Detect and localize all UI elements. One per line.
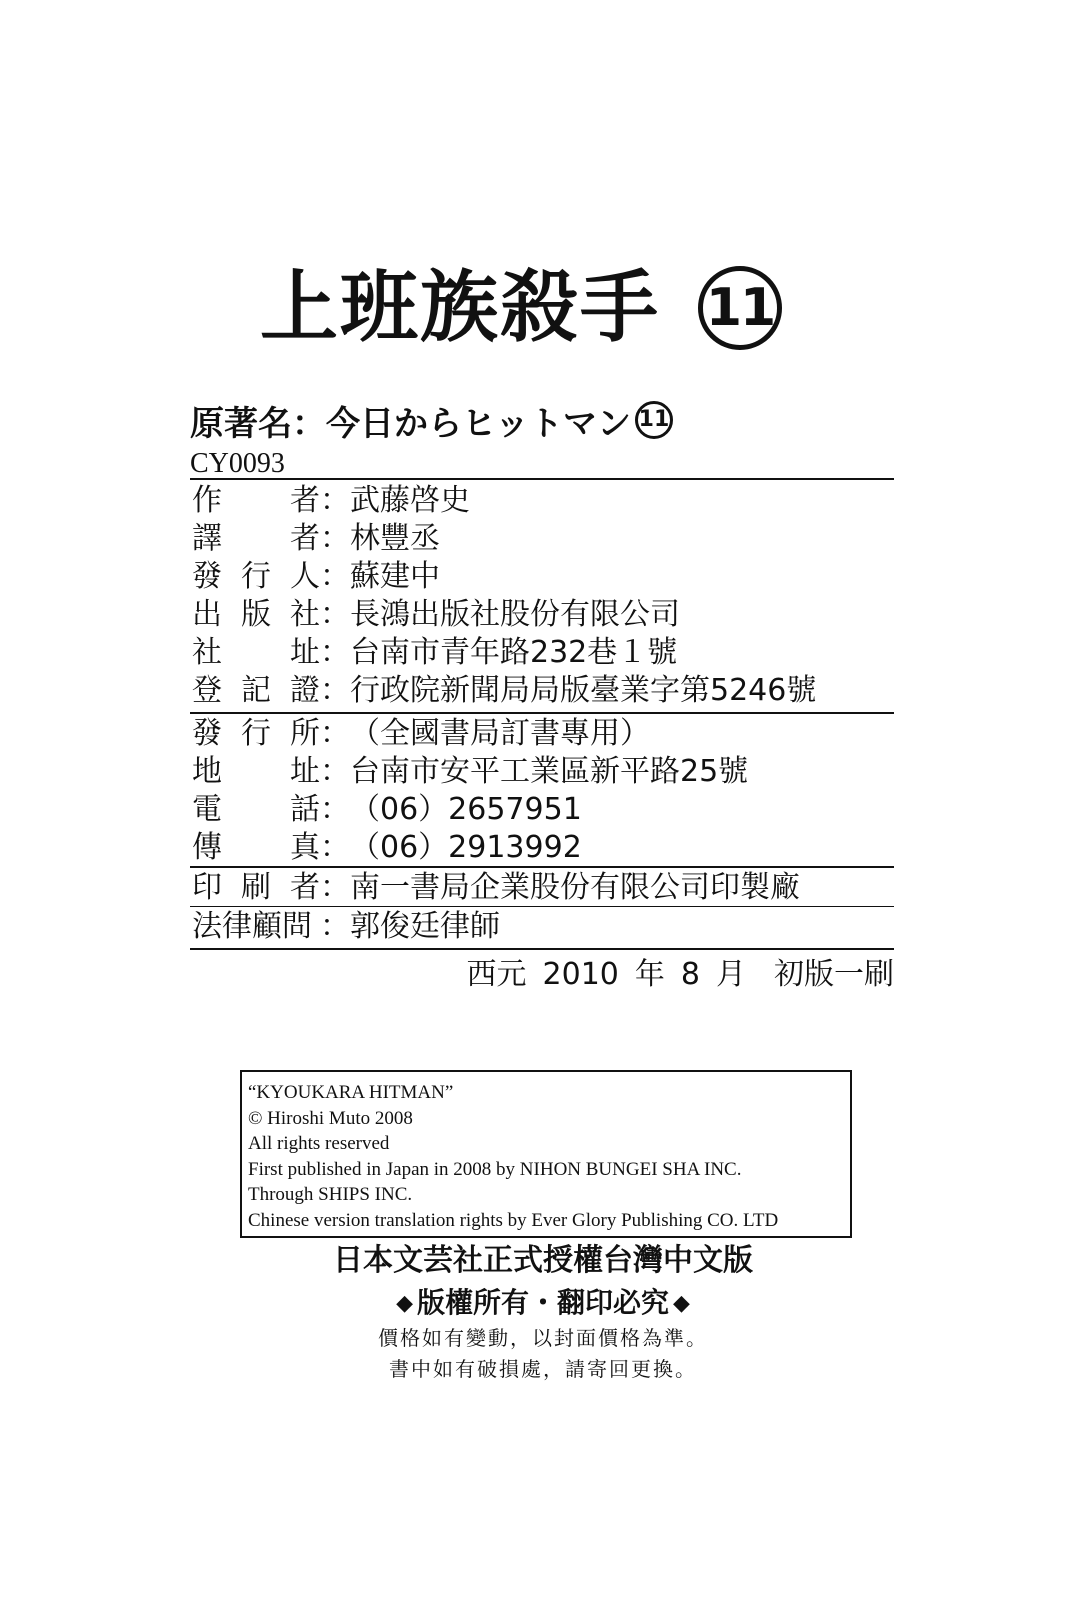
diamond-icon: ◆ [673, 1291, 690, 1316]
info-value: （全國書局訂書專用） [350, 716, 650, 751]
info-label [192, 870, 320, 905]
colon: ： [320, 673, 350, 708]
info-row-printer [192, 868, 800, 908]
diamond-icon: ◆ [396, 1291, 413, 1316]
label-char: 行 [241, 716, 271, 751]
label-char: 址 [290, 754, 320, 789]
info-value: （06）2913992 [350, 830, 582, 865]
edition-year-unit: 年 [634, 957, 665, 992]
book-title-text: 上班族殺手 [260, 263, 661, 353]
edition-era: 西元 [466, 957, 527, 992]
label-char: 電 [192, 792, 222, 827]
info-label [192, 597, 320, 632]
info-row-publisher [192, 595, 680, 635]
colon: ： [320, 909, 350, 944]
colon: ： [320, 521, 350, 556]
copyright-line: Through SHIPS INC. [248, 1184, 413, 1205]
original-volume-badge: 11 [635, 401, 673, 439]
rights-notice [0, 1286, 1086, 1319]
colon: ： [320, 830, 350, 865]
volume-number-badge: 11 [698, 266, 782, 350]
label-char: 登 [192, 673, 222, 708]
info-label [192, 754, 320, 789]
edition-year: 2010 [542, 957, 619, 992]
info-row-distributor-address [192, 752, 748, 792]
colon: ： [320, 635, 350, 670]
label-char: 所 [290, 716, 320, 751]
price-notice: 價格如有變動，以封面價格為準。 [378, 1326, 708, 1350]
label-char: 印 [192, 870, 222, 905]
info-value: 武藤啓史 [350, 483, 470, 518]
label-char: 地 [192, 754, 222, 789]
copyright-box [240, 1070, 852, 1238]
info-value: 台南市青年路232巷１號 [350, 635, 678, 670]
info-value: 林豐丞 [350, 521, 440, 556]
copyright-line: Chinese version translation rights by Ever Glory Publishing CO. LTD [248, 1209, 779, 1231]
edition-date [466, 957, 894, 992]
colon: ： [320, 792, 350, 827]
label-char: 話 [290, 792, 320, 827]
info-label [192, 673, 320, 708]
info-row-registration [192, 671, 816, 711]
info-row-author [192, 481, 470, 521]
original-title-text: 原著名：今日からヒットマン [190, 403, 631, 444]
license-notice: 日本文芸社正式授權台灣中文版 [333, 1243, 753, 1278]
info-value: 蘇建中 [350, 559, 440, 594]
info-row-translator [192, 519, 440, 559]
label-char: 社 [290, 597, 320, 632]
info-row-fax [192, 828, 582, 868]
colon: ： [320, 754, 350, 789]
info-label [192, 830, 320, 865]
edition-month: 8 [680, 957, 700, 992]
copyright-line: “KYOUKARA HITMAN” [248, 1082, 454, 1103]
damage-notice: 書中如有破損處，請寄回更換。 [389, 1357, 697, 1381]
divider-top [190, 478, 894, 480]
info-label [192, 521, 320, 556]
info-value: 長鴻出版社股份有限公司 [350, 597, 680, 632]
divider-bottom [190, 948, 894, 950]
label-char: 刷 [241, 870, 271, 905]
copyright-line: First published in Japan in 2008 by NIHON BUNGEI SHA INC. [248, 1158, 742, 1180]
colon: ： [320, 597, 350, 632]
colon: ： [320, 559, 350, 594]
copyright-line: © Hiroshi Muto 2008 [248, 1107, 413, 1129]
label-char: 社 [192, 635, 222, 670]
label-char: 傳 [192, 830, 222, 865]
info-value: 行政院新聞局局版臺業字第5246號 [350, 673, 817, 708]
info-value: 郭俊廷律師 [350, 909, 500, 944]
info-label [192, 792, 320, 827]
label-char: 人 [290, 559, 320, 594]
info-row-phone [192, 790, 582, 830]
info-row-distributor [192, 714, 650, 754]
label-char: 作 [192, 483, 222, 518]
info-label [192, 559, 320, 594]
book-title [260, 258, 840, 358]
colon: ： [320, 870, 350, 905]
product-code: CY0093 [190, 448, 285, 479]
label-char: 者 [290, 870, 320, 905]
info-row-legal-counsel [192, 907, 500, 947]
label-char: 記 [241, 673, 271, 708]
original-title [190, 398, 673, 442]
info-label [192, 716, 320, 751]
label-char: 發 [192, 559, 222, 594]
info-label [192, 483, 320, 518]
copyright-line: All rights reserved [248, 1133, 390, 1154]
label-char: 發 [192, 716, 222, 751]
info-label: 法律顧問 [192, 909, 312, 944]
edition-printing: 初版一刷 [774, 957, 894, 992]
info-label [192, 635, 320, 670]
info-row-publisher-person [192, 557, 440, 597]
edition-month-unit: 月 [716, 957, 746, 992]
info-row-publisher-address [192, 633, 677, 673]
info-value: （06）2657951 [350, 792, 582, 827]
info-value: 南一書局企業股份有限公司印製廠 [350, 870, 800, 905]
label-char: 真 [290, 830, 320, 865]
label-char: 行 [241, 559, 271, 594]
colon: ： [320, 483, 350, 518]
label-char: 版 [241, 597, 271, 632]
colon: ： [320, 716, 350, 751]
label-char: 址 [290, 635, 320, 670]
label-char: 出 [192, 597, 222, 632]
label-char: 譯 [192, 521, 222, 556]
rights-text: 版權所有・翻印必究 [416, 1286, 669, 1319]
label-char: 者 [290, 483, 320, 518]
label-char: 證 [290, 673, 320, 708]
info-value: 台南市安平工業區新平路25號 [350, 754, 749, 789]
label-char: 者 [290, 521, 320, 556]
